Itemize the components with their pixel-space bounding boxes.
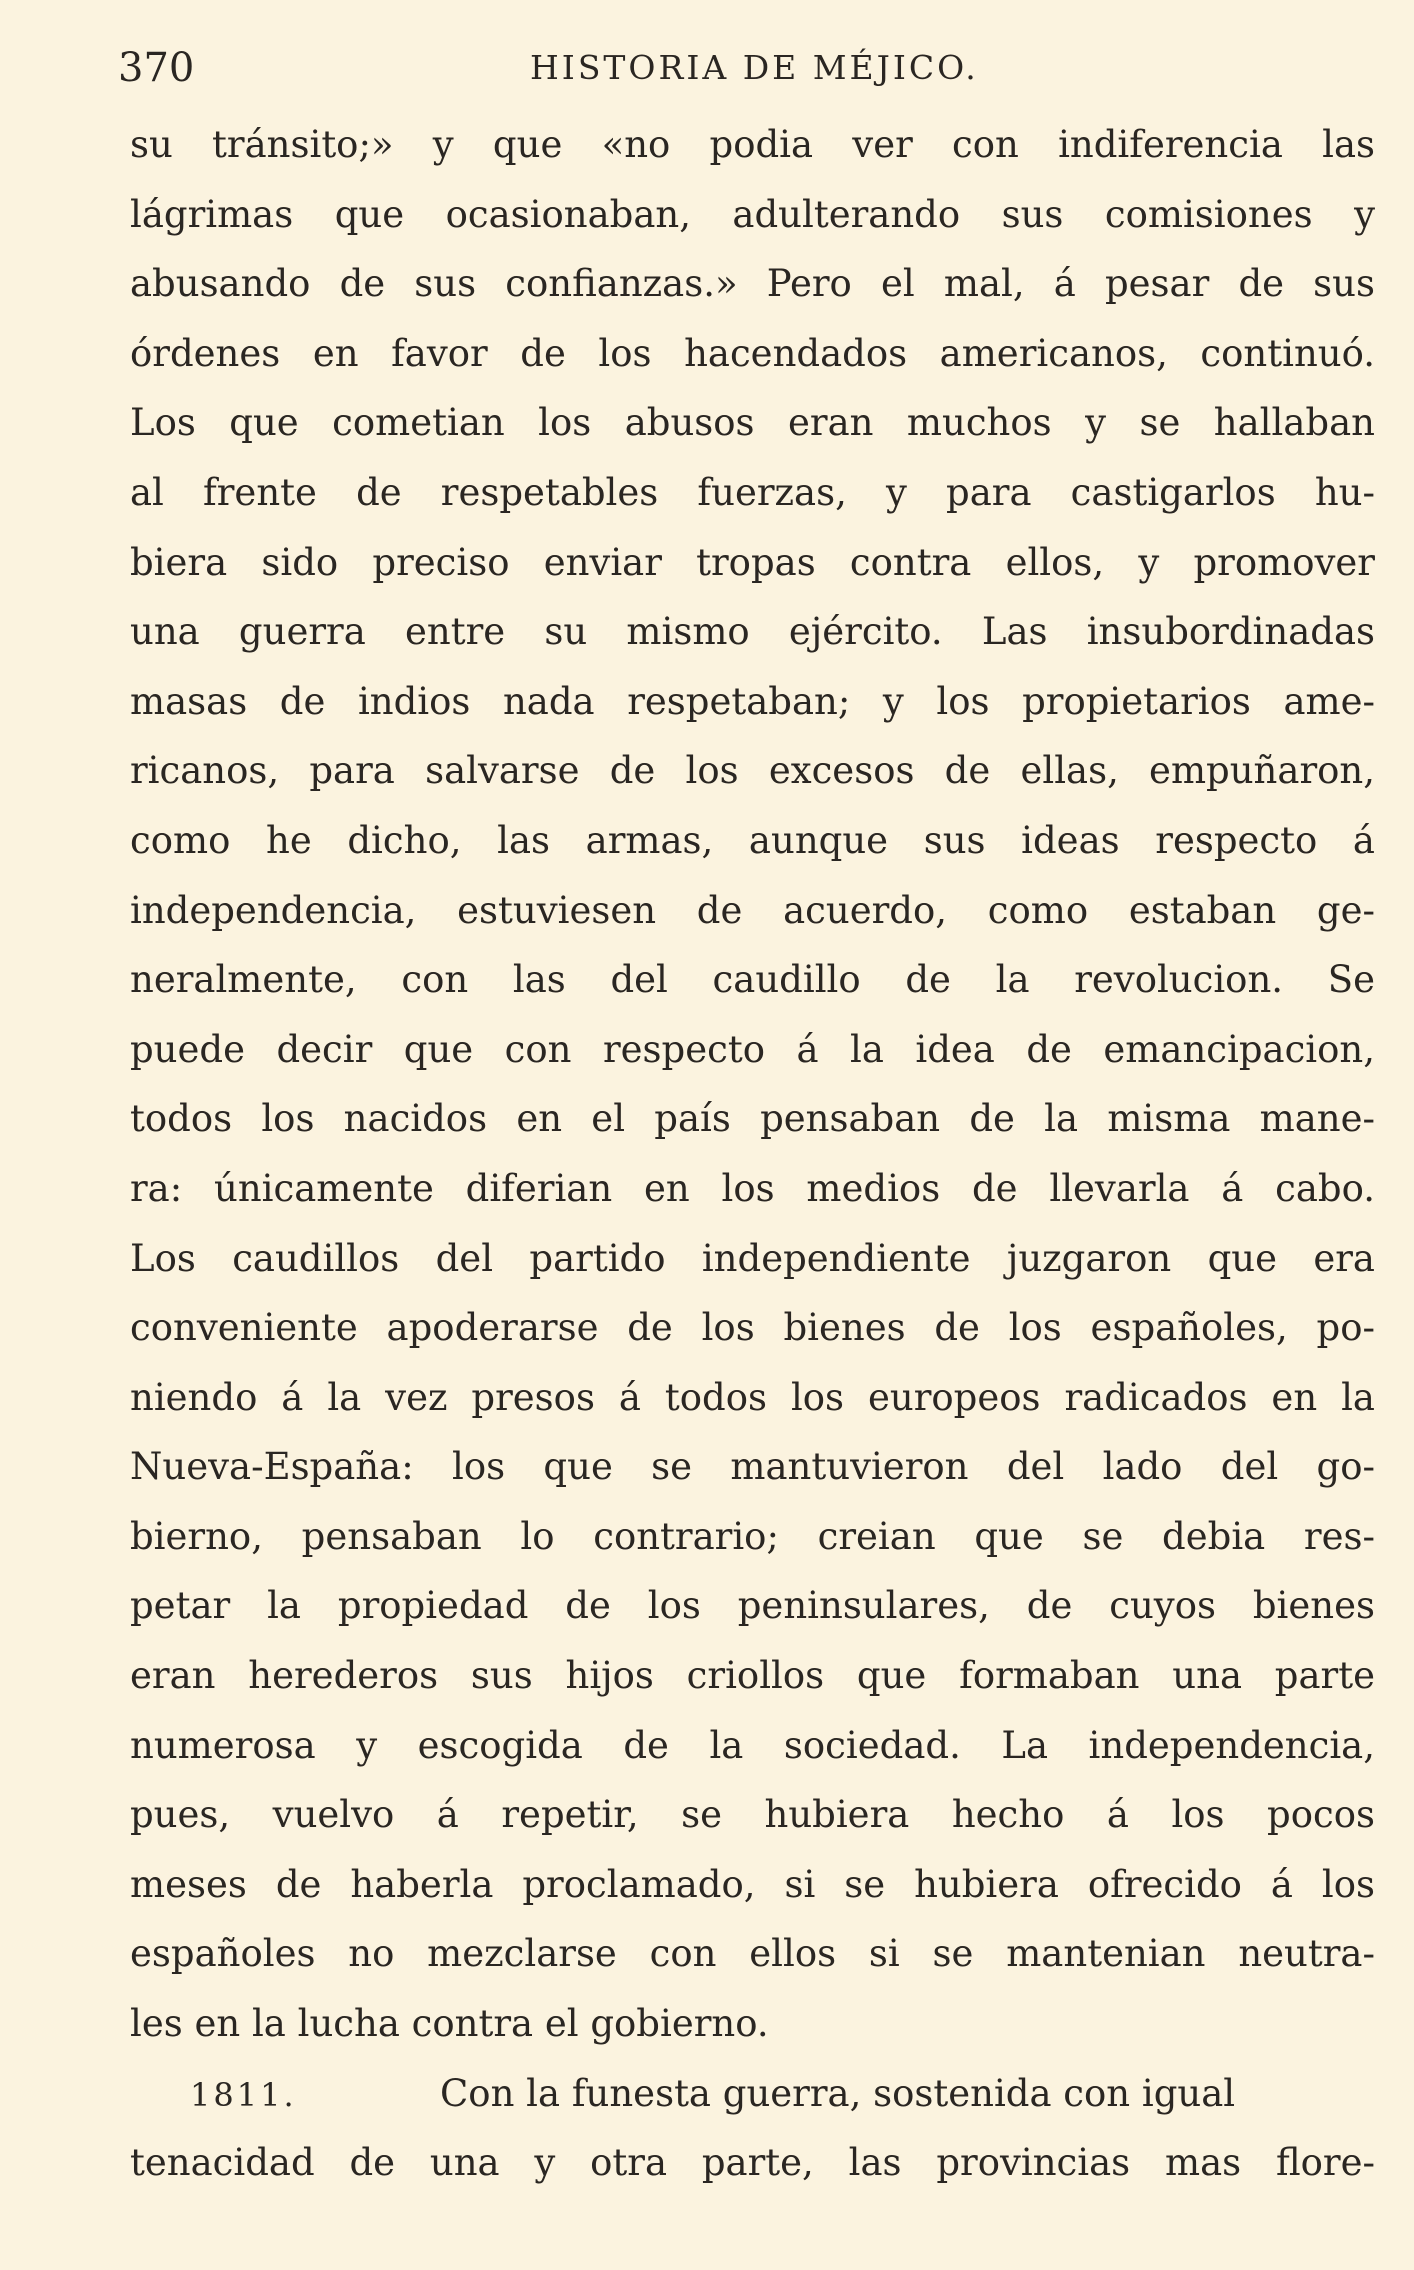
text-line: ricanos, para salvarse de los excesos de ellas, empuñaron, <box>130 749 1375 793</box>
text-line: independencia, estuviesen de acuerdo, como estaban ge- <box>130 888 1375 932</box>
section-text: Con la funesta guerra, sostenida con igual <box>440 2071 1236 2115</box>
text-line: meses de haberla proclamado, si se hubiera ofrecido á los <box>130 1862 1375 1906</box>
text-line: conveniente apoderarse de los bienes de los españoles, po- <box>130 1306 1375 1350</box>
running-head <box>118 38 1368 98</box>
text-line: españoles no mezclarse con ellos si se mantenian neutra- <box>130 1932 1375 1976</box>
text-line: su tránsito;» y que «no podia ver con indiferencia las <box>130 123 1375 166</box>
running-title: HISTORIA DE MÉJICO. <box>530 48 979 87</box>
text-line: como he dicho, las armas, aunque sus ideas respecto á <box>130 818 1375 862</box>
text-line: abusando de sus confianzas.» Pero el mal, á pesar de sus <box>130 262 1375 306</box>
text-line: masas de indios nada respetaban; y los propietarios ame- <box>130 679 1375 723</box>
text-line: pues, vuelvo á repetir, se hubiera hecho á los pocos <box>130 1793 1375 1837</box>
section-first-line <box>130 2059 1375 2129</box>
body-text <box>130 110 1375 2198</box>
text-line: biera sido preciso enviar tropas contra ellos, y promover <box>130 540 1375 584</box>
text-line: petar la propiedad de los peninsulares, de cuyos bienes <box>130 1584 1375 1628</box>
text-line: niendo á la vez presos á todos los europeos radicados en la <box>130 1375 1375 1419</box>
text-line: una guerra entre su mismo ejército. Las insubordinadas <box>130 610 1375 654</box>
text-line: órdenes en favor de los hacendados americanos, continuó. <box>130 331 1375 375</box>
text-line: les en la lucha contra el gobierno. <box>130 2002 769 2046</box>
text-line: bierno, pensaban lo contrario; creian que se debia res- <box>130 1514 1375 1558</box>
text-line: al frente de respetables fuerzas, y para castigarlos hu- <box>130 470 1375 514</box>
text-line: Los que cometian los abusos eran muchos y se hallaban <box>130 401 1375 445</box>
text-line: ra: únicamente diferian en los medios de llevarla á cabo. <box>130 1166 1375 1210</box>
text-line: tenacidad de una y otra parte, las provincias mas flore- <box>130 2141 1375 2185</box>
text-line: lágrimas que ocasionaban, adulterando sus comisiones y <box>130 192 1375 236</box>
text-line: Nueva-España: los que se mantuvieron del lado del go- <box>130 1445 1375 1489</box>
text-line: neralmente, con las del caudillo de la revolucion. Se <box>130 958 1375 1002</box>
text-line: todos los nacidos en el país pensaban de la misma mane- <box>130 1097 1375 1141</box>
text-line: Los caudillos del partido independiente juzgaron que era <box>130 1236 1375 1280</box>
text-line: puede decir que con respecto á la idea de emancipacion, <box>130 1027 1375 1071</box>
text-line: eran herederos sus hijos criollos que formaban una parte <box>130 1654 1375 1698</box>
text-line: numerosa y escogida de la sociedad. La independencia, <box>130 1723 1375 1767</box>
page-number: 370 <box>118 45 195 91</box>
marginal-year: 1811. <box>190 2075 297 2114</box>
